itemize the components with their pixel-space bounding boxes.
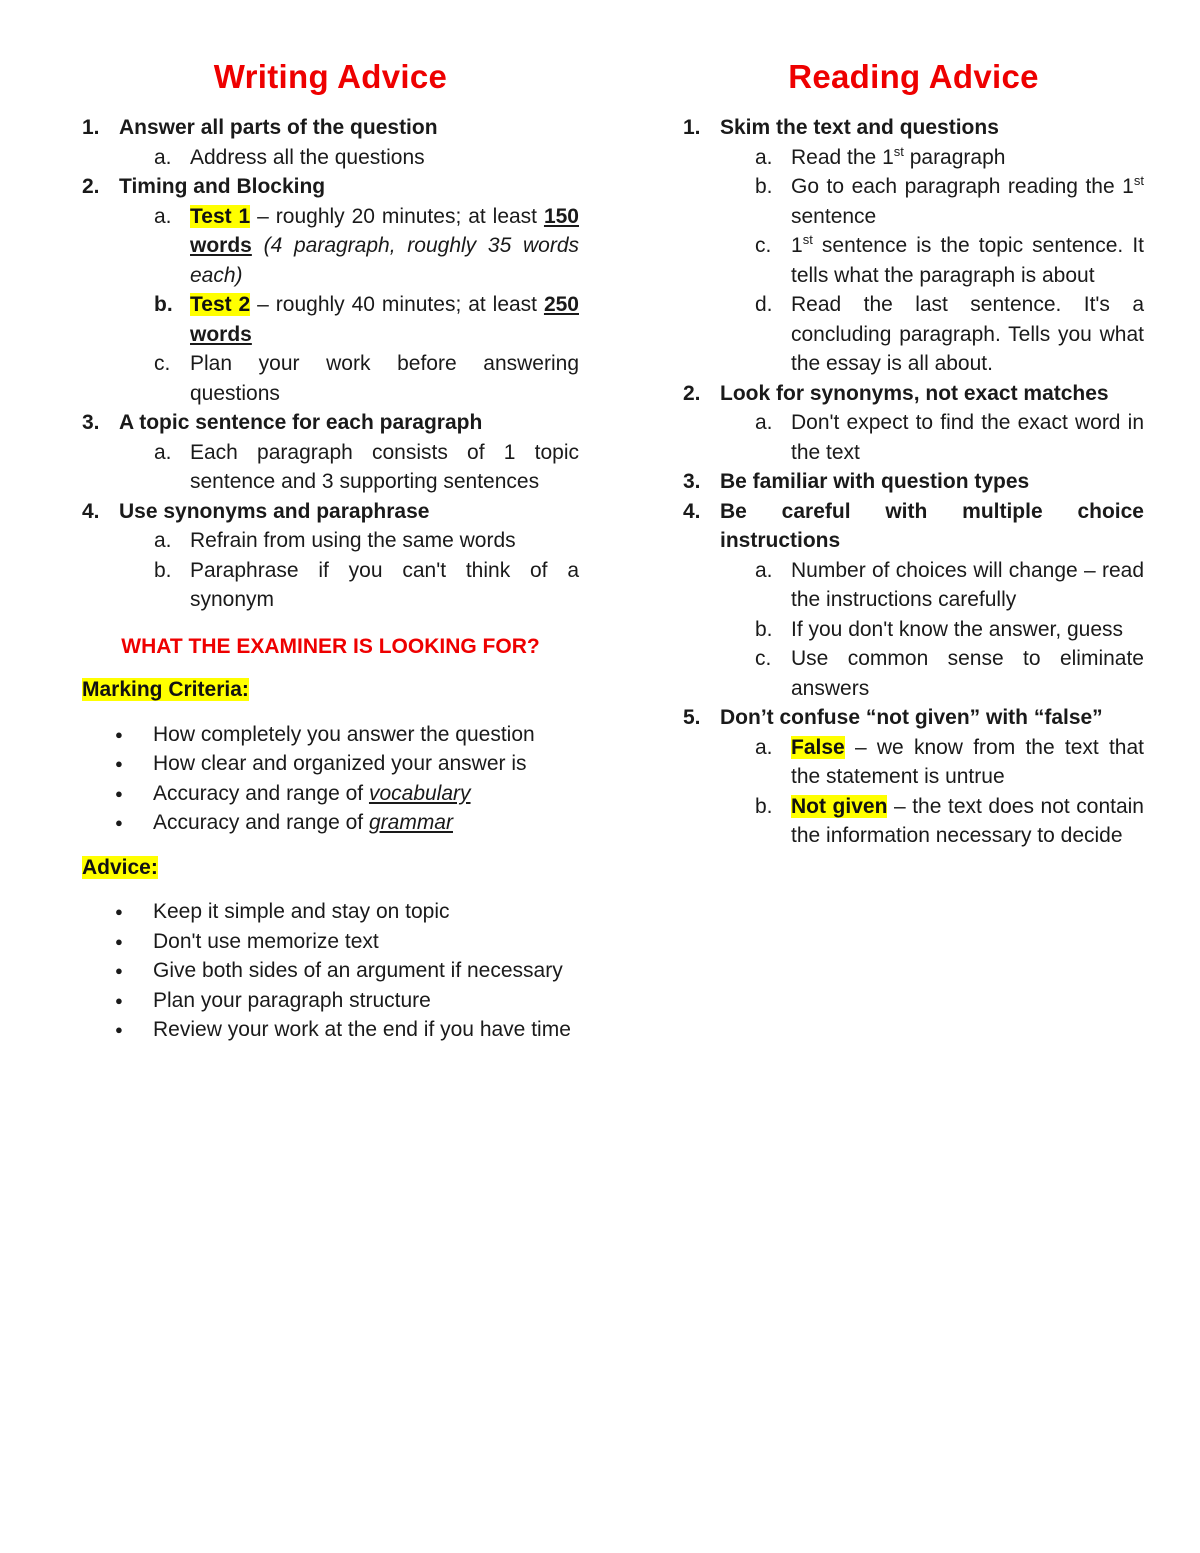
advice-item <box>115 956 579 986</box>
item-number: 3. <box>683 470 701 493</box>
reading-sub-5b <box>755 792 1144 851</box>
paragraph-note: (4 paragraph, roughly 35 words each) <box>190 234 579 287</box>
criteria-prefix: Accuracy and range of <box>153 781 369 805</box>
sub-text <box>791 792 1144 851</box>
highlight-test-2: Test 2 <box>190 293 251 316</box>
item-heading: Look for synonyms, not exact matches <box>720 381 1109 405</box>
bullet-icon: ● <box>115 963 123 978</box>
item-heading: A topic sentence for each paragraph <box>119 411 483 434</box>
writing-item-3 <box>82 408 579 438</box>
bullet-icon: ● <box>115 992 123 1008</box>
sub-marker: b. <box>154 293 173 316</box>
advice-text: Review your work at the end if you have time <box>153 1018 571 1041</box>
sub-marker: a. <box>154 529 172 552</box>
sub-text <box>791 733 1144 792</box>
bullet-icon: ● <box>115 1022 123 1037</box>
sub-marker: a. <box>154 145 172 169</box>
item-heading: Timing and Blocking <box>119 175 326 198</box>
sub-text: Use common sense to eliminate answers <box>791 647 1144 700</box>
reading-sub-4a <box>755 556 1144 615</box>
ordinal-sup: st <box>1133 173 1144 188</box>
criteria-item <box>115 808 579 838</box>
advice-item <box>115 986 579 1016</box>
reading-advice-title: Reading Advice <box>788 58 1039 95</box>
bullet-icon: ● <box>115 904 123 919</box>
writing-item-1 <box>82 113 579 143</box>
criteria-item <box>115 779 579 809</box>
item-number: 1. <box>82 116 100 139</box>
advice-text: Give both sides of an argument if necessary <box>153 959 563 982</box>
sub-marker: b. <box>755 617 773 641</box>
sub-marker: a. <box>755 735 773 759</box>
sub-marker: c. <box>755 647 772 670</box>
definition-text: – we know from the text that the statement is untrue <box>791 735 1144 788</box>
sub-marker: a. <box>154 204 172 228</box>
sub-text: Refrain from using the same words <box>190 529 516 552</box>
reading-advice-column <box>683 50 1144 851</box>
writing-sub-2b <box>154 290 579 349</box>
item-heading: Be careful with multiple choice instructions <box>720 499 1144 552</box>
reading-item-4 <box>683 497 1144 556</box>
sub-text: Don't expect to find the exact word in the text <box>791 411 1144 464</box>
sub-marker: a. <box>755 558 773 582</box>
advice-label-text: Advice: <box>82 855 158 879</box>
criteria-emphasis: vocabulary <box>368 781 471 805</box>
item-heading: Skim the text and questions <box>720 116 999 139</box>
sub-text: Each paragraph consists of 1 topic sentence and 3 supporting sentences <box>190 440 579 493</box>
word-count: 250 words <box>190 293 579 346</box>
highlight-false: False <box>791 735 845 759</box>
writing-sub-3a <box>154 438 579 497</box>
sub-text: Address all the questions <box>190 145 425 169</box>
sub-marker: a. <box>755 145 773 169</box>
item-number: 4. <box>683 499 701 523</box>
sub-text: Plan your work before answering questions <box>190 352 579 405</box>
reading-item-1 <box>683 113 1144 143</box>
text-pre: Go to each paragraph reading the 1 <box>791 175 1134 198</box>
sub-text: Read the last sentence. It's a concluding paragraph. Tells you what the essay is all about. <box>791 293 1144 375</box>
timing-text: – roughly 20 minutes; at least <box>250 204 544 228</box>
reading-sub-5a <box>755 733 1144 792</box>
advice-item <box>115 1015 579 1045</box>
sub-text <box>791 143 1144 173</box>
criteria-text: How completely you answer the question <box>153 722 535 746</box>
reading-sub-4c <box>755 644 1144 703</box>
item-number: 5. <box>683 706 701 729</box>
sub-marker: a. <box>154 440 172 464</box>
item-number: 1. <box>683 116 701 139</box>
advice-item <box>115 897 579 927</box>
bullet-icon: ● <box>115 756 123 771</box>
marking-criteria-text: Marking Criteria: <box>82 678 249 701</box>
sub-marker: b. <box>755 175 773 198</box>
criteria-item <box>115 749 579 779</box>
writing-sub-2a <box>154 202 579 291</box>
reading-sub-4b <box>755 615 1144 645</box>
advice-label <box>82 853 579 883</box>
sub-marker: c. <box>755 234 772 257</box>
reading-sub-1d <box>755 290 1144 379</box>
criteria-text <box>153 808 579 838</box>
sub-text <box>190 202 579 291</box>
sub-marker: c. <box>154 352 171 375</box>
reading-sub-1a <box>755 143 1144 173</box>
advice-text: Keep it simple and stay on topic <box>153 900 450 923</box>
bullet-icon: ● <box>115 815 123 830</box>
timing-text: – roughly 40 minutes; at least <box>250 293 544 316</box>
criteria-emphasis: grammar <box>368 811 453 834</box>
item-number: 3. <box>82 411 100 434</box>
writing-advice-title: Writing Advice <box>213 58 448 95</box>
word-count: 150 words <box>190 204 579 257</box>
highlight-not-given: Not given <box>791 794 888 818</box>
text-post: paragraph <box>903 145 1006 169</box>
sub-marker: b. <box>154 558 172 582</box>
sub-text <box>791 231 1144 290</box>
sub-text: Number of choices will change – read the instructions carefully <box>791 558 1144 611</box>
bullet-icon: ● <box>115 785 123 801</box>
sub-text <box>791 172 1144 231</box>
text-post: sentence is the topic sentence. It tells what the paragraph is about <box>791 234 1144 287</box>
sub-marker: b. <box>755 794 773 818</box>
definition-text: – the text does not contain the information necessary to decide <box>791 794 1144 847</box>
text-pre: Read the 1 <box>791 145 894 169</box>
criteria-text: How clear and organized your answer is <box>153 752 527 775</box>
sub-marker: a. <box>755 411 773 434</box>
criteria-text <box>153 779 579 809</box>
bullet-icon: ● <box>115 933 123 949</box>
item-number: 4. <box>82 499 100 523</box>
criteria-item <box>115 720 579 750</box>
item-heading: Answer all parts of the question <box>119 116 438 139</box>
sub-text <box>190 290 579 349</box>
reading-sub-1b <box>755 172 1144 231</box>
sub-marker: d. <box>755 293 773 316</box>
writing-sub-4b <box>154 556 579 615</box>
marking-criteria-label <box>82 675 579 705</box>
item-heading: Be familiar with question types <box>720 470 1030 493</box>
criteria-prefix: Accuracy and range of <box>153 811 369 834</box>
advice-item <box>115 927 579 957</box>
advice-text: Don't use memorize text <box>153 929 379 953</box>
sub-text: If you don't know the answer, guess <box>791 617 1124 641</box>
item-number: 2. <box>82 175 100 198</box>
advice-text: Plan your paragraph structure <box>153 988 431 1012</box>
writing-advice-column <box>82 50 579 1045</box>
examiner-heading: WHAT THE EXAMINER IS LOOKING FOR? <box>121 634 540 658</box>
writing-sub-2c <box>154 349 579 408</box>
ordinal-sup: st <box>802 232 813 247</box>
reading-item-5 <box>683 703 1144 733</box>
writing-item-4 <box>82 497 579 527</box>
reading-item-3 <box>683 467 1144 497</box>
item-heading: Use synonyms and paraphrase <box>119 499 430 523</box>
reading-item-2 <box>683 379 1144 409</box>
reading-sub-2a <box>755 408 1144 467</box>
item-heading: Don’t confuse “not given” with “false” <box>720 706 1103 729</box>
text-post: sentence <box>791 204 877 228</box>
highlight-test-1: Test 1 <box>190 204 251 228</box>
item-number: 2. <box>683 381 701 405</box>
ordinal-sup: st <box>893 143 904 159</box>
writing-sub-4a <box>154 526 579 556</box>
sub-text: Paraphrase if you can't think of a synonym <box>190 558 579 611</box>
writing-sub-1a <box>154 143 579 173</box>
writing-item-2 <box>82 172 579 202</box>
bullet-icon: ● <box>115 726 123 742</box>
reading-sub-1c <box>755 231 1144 290</box>
text-pre: 1 <box>791 234 803 257</box>
